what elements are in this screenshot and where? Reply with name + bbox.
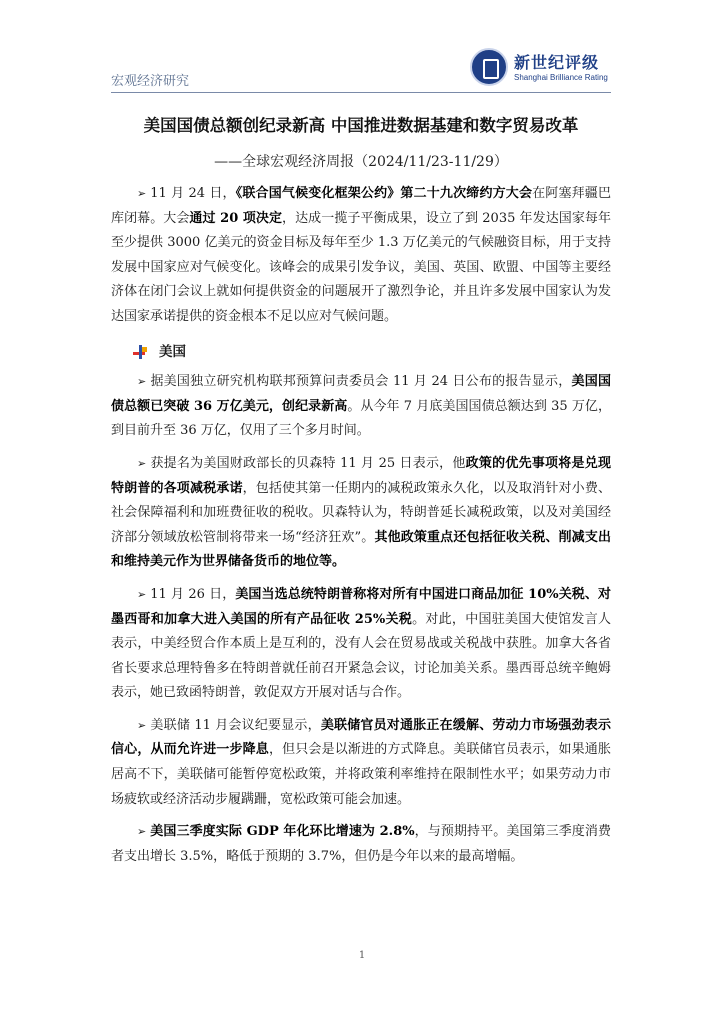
bold-run: 美国当选总统特朗普称将对所有中国进口商品加征 10%关税、对墨西哥和加拿大进入美国的所有产品征收 25%关税	[111, 586, 611, 627]
text-run: 在阿塞拜疆巴库闭幕。大会	[111, 186, 611, 226]
header-divider	[111, 92, 611, 93]
document-body	[111, 182, 611, 877]
text-run: 11 月 24 日，	[150, 186, 236, 201]
bold-run: 美联储官员对通胀正在缓解、劳动力市场强劲表示信心，从而允许进一步降息	[111, 717, 611, 758]
paragraph-us-debt	[111, 370, 611, 444]
paragraph-fed-minutes	[111, 714, 611, 812]
bullet-arrow-icon: ➢	[137, 375, 147, 389]
header-section-label: 宏观经济研究	[111, 74, 190, 89]
logo-emblem-icon	[470, 48, 508, 86]
bold-run: 其他政策重点还包括征收关税、削减支出和维持美元作为世界储备货币的地位等。	[111, 529, 611, 570]
text-run: 。从今年 7 月底美国国债总额达到 35 万亿，到目前升至 36 万亿，仅用了三个多月时间。	[111, 398, 611, 439]
text-run: 11 月 26 日，	[150, 586, 236, 602]
text-run: ，达成一揽子平衡成果，设立了到 2035 年发达国家每年至少提供 3000 亿美元的资金目标及每年至少 1.3 万亿美元的气候融资目标，用于支持发展中国家应对气候变化。该峰会的成果引发争议，美国、英国、欧盟、中国等主要经济体在闭门会议上就如何提供资金的问题展开了激烈争论，并且许多发展中国家认为发达国家承诺提供的资金根本不足以应对气候问题。	[111, 210, 611, 324]
text-run: 。对此，中国驻美国大使馆发言人表示，中美经贸合作本质上是互利的，没有人会在贸易战或关税战中获胜。加拿大各省省长要求总理特鲁多在特朗普就任前召开紧急会议，讨论加美关系。墨西哥总统辛鲍姆表示，她已致函特朗普，敦促双方开展对话与合作。	[111, 611, 611, 701]
paragraph-climate-conference	[111, 182, 611, 330]
bullet-arrow-icon: ➢	[137, 456, 147, 470]
page-title: 美国国债总额创纪录新高 中国推进数据基建和数字贸易改革	[143, 116, 579, 135]
text-run: 美联储 11 月会议纪要显示，	[150, 717, 321, 733]
page-number: 1	[358, 950, 366, 961]
bold-run: 政策的优先事项将是兑现特朗普的各项减税承诺	[111, 455, 611, 496]
bullet-arrow-icon: ➢	[137, 187, 147, 200]
bullet-arrow-icon: ➢	[137, 587, 147, 601]
section-heading-label: 美国	[159, 343, 186, 360]
bold-run: 通过 20 项决定	[189, 210, 283, 226]
bold-run: 美国国债总额已突破 36 万亿美元，创纪录新高	[111, 374, 611, 414]
bullet-arrow-icon: ➢	[137, 825, 147, 839]
paragraph-gdp	[111, 820, 611, 869]
bold-run: 《联合国气候变化框架公约》第二十九次缔约方大会	[235, 186, 533, 201]
text-run: ，但只会是以渐进的方式降息。美联储官员表示，如果通胀居高不下，美联储可能暂停宽松政策，并将政策利率维持在限制性水平；如果劳动力市场疲软或经济活动步履蹒跚，宽松政策可能会加速。	[111, 742, 611, 807]
logo	[470, 48, 620, 90]
section-heading-usa	[133, 340, 611, 365]
logo-english-name: Shanghai Brilliance Rating	[514, 73, 608, 82]
paragraph-treasury-nominee	[111, 452, 611, 575]
text-run: ，包括使其第一任期内的减税政策永久化，以及取消针对小费、社会保障福利和加班费征收的税收。贝森特认为，特朗普延长减税政策，以及对美国经济部分领域放松管制将带来一场“经济狂欢”。	[111, 480, 611, 545]
text-run: ，与预期持平。美国第三季度消费者支出增长 3.5%，略低于预期的 3.7%，但仍是今年以来的最高增幅。	[111, 824, 611, 864]
section-marker-icon	[133, 343, 151, 361]
logo-chinese-name: 新世纪评级	[514, 53, 600, 72]
page-subtitle: ——全球宏观经济周报（2024/11/23-11/29）	[214, 154, 508, 170]
text-run: 据美国独立研究机构联邦预算问责委员会 11 月 24 日公布的报告显示，	[150, 374, 572, 390]
paragraph-tariffs	[111, 583, 611, 706]
bold-run: 美国三季度实际 GDP 年化环比增速为 2.8%	[150, 824, 415, 840]
bullet-arrow-icon: ➢	[137, 718, 147, 732]
text-run: 获提名为美国财政部长的贝森特 11 月 25 日表示，他	[150, 455, 466, 471]
